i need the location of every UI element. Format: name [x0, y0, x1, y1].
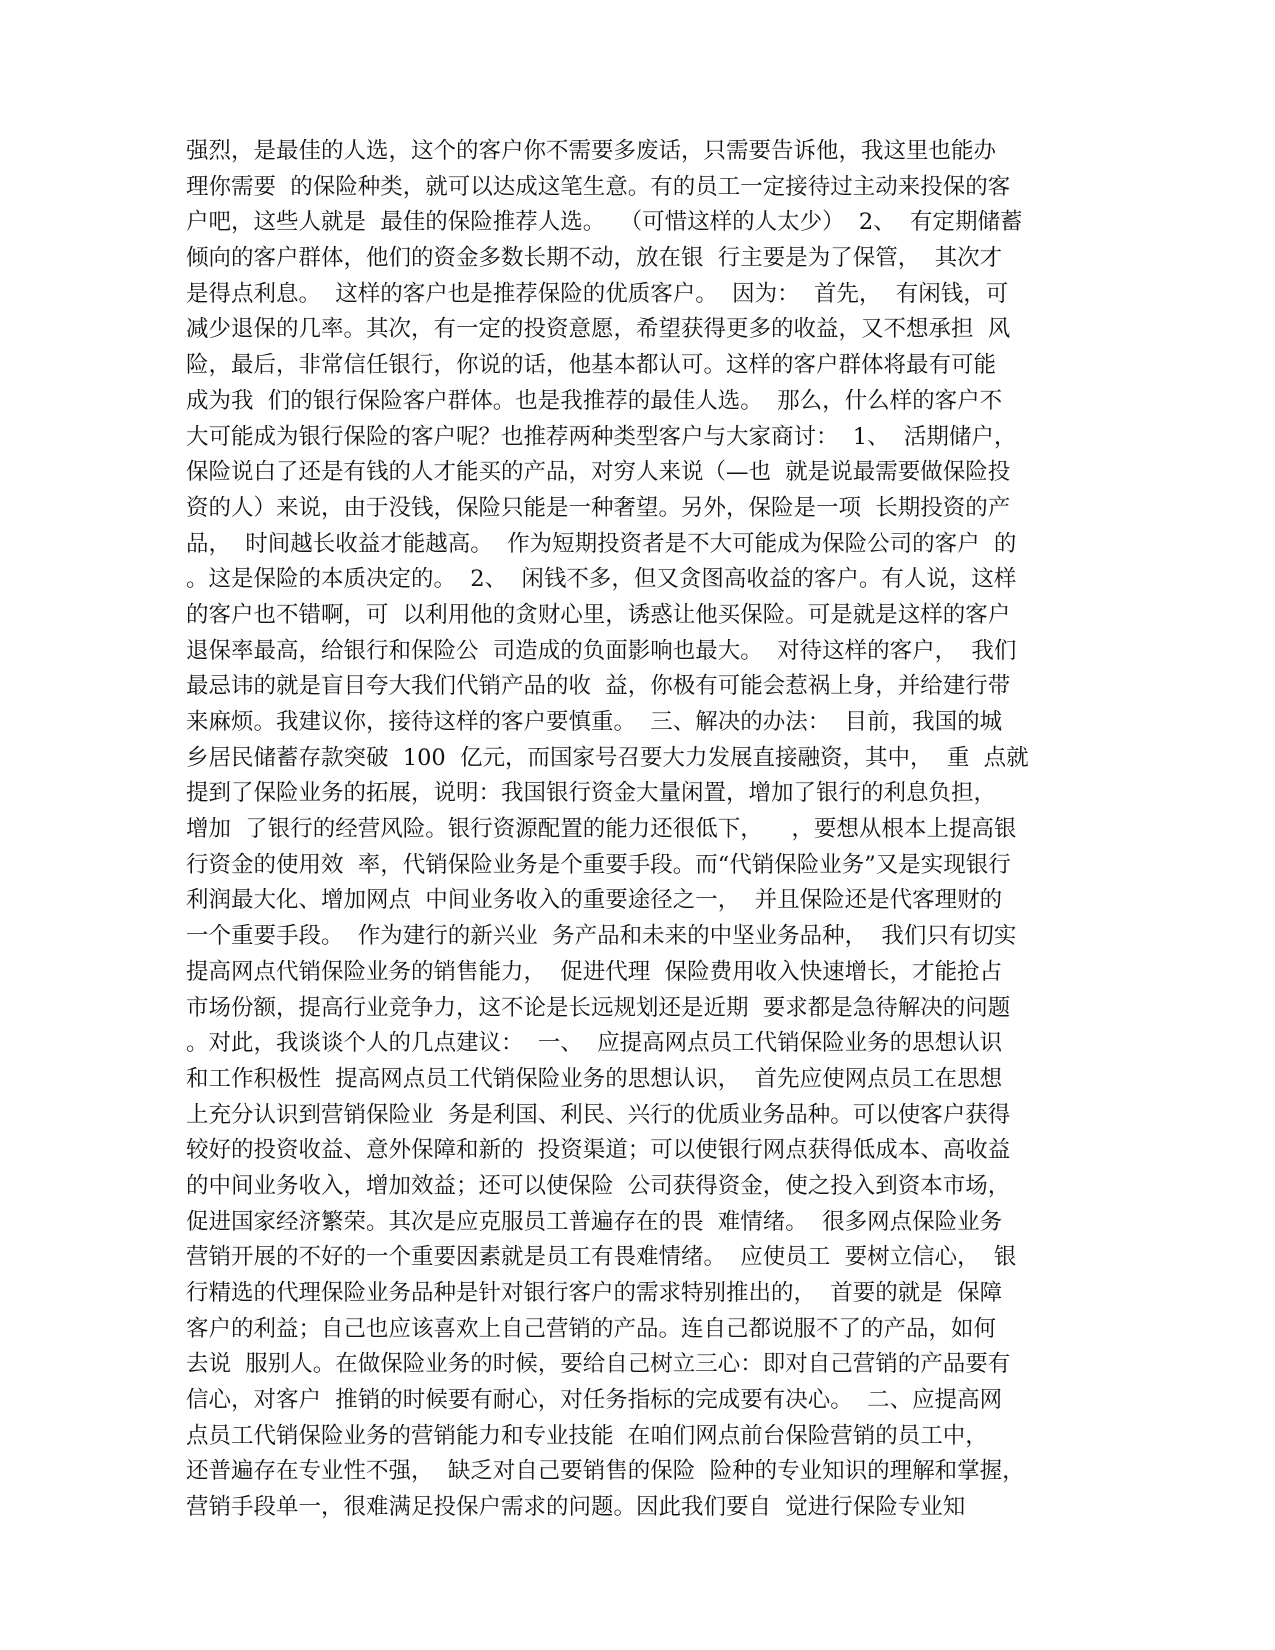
text-line: 险，最后，非常信任银行，你说的话，他基本都认可。这样的客户群体将最有可能 — [186, 352, 997, 379]
text-line: 是得点利息。 这样的客户也是推荐保险的优质客户。 因为： 首先， 有闲钱，可 — [186, 280, 1009, 307]
text-line: 的客户也不错啊，可 以利用他的贪财心里，诱惑让他买保险。可是就是这样的客户 — [186, 601, 1011, 628]
text-line: 户吧，这些人就是 最佳的保险推荐人选。 （可惜这样的人太少） 2、 有定期储蓄 — [186, 209, 1023, 236]
text-line: 信心，对客户 推销的时候要有耐心，对任务指标的完成要有决心。 二、应提高网 — [186, 1387, 1003, 1414]
text-line: 行精选的代理保险业务品种是针对银行客户的需求特别推出的， 首要的就是 保障 — [186, 1280, 1003, 1306]
text-line: 保险说白了还是有钱的人才能买的产品，对穷人来说（—也 就是说最需要做保险投 — [186, 459, 1011, 486]
text-line: 乡居民储蓄存款突破 100 亿元，而国家号召要大力发展直接融资，其中， 重 点就 — [186, 744, 1029, 771]
text-line: 营销开展的不好的一个重要因素就是员工有畏难情绪。 应使员工 要树立信心， 银 — [186, 1244, 1017, 1271]
body-text — [186, 134, 1086, 1526]
text-line: 退保率最高，给银行和保险公 司造成的负面影响也最大。 对待这样的客户， 我们 — [186, 637, 1017, 664]
text-line: 点员工代销保险业务的营销能力和专业技能 在咱们网点前台保险营销的员工中， — [186, 1422, 988, 1449]
text-line: 。这是保险的本质决定的。 2、 闲钱不多，但又贪图高收益的客户。有人说，这样 — [186, 566, 1017, 593]
text-line: 客户的利益；自己也应该喜欢上自己营销的产品。连自己都说服不了的产品，如何 — [186, 1315, 997, 1342]
text-line: 较好的投资收益、意外保障和新的 投资渠道；可以使银行网点获得低成本、高收益 — [186, 1137, 1011, 1164]
text-line: 去说 服别人。在做保险业务的时候，要给自己树立三心：即对自己营销的产品要有 — [186, 1351, 1011, 1378]
text-line: 一个重要手段。 作为建行的新兴业 务产品和未来的中坚业务品种， 我们只有切实 — [186, 923, 1017, 950]
text-line: 资的人）来说，由于没钱，保险只能是一种奢望。另外，保险是一项 长期投资的产 — [186, 494, 1011, 521]
text-line: 大可能成为银行保险的客户呢？也推荐两种类型客户与大家商讨： 1、 活期储户， — [186, 423, 1017, 450]
text-line: 最忌讳的就是盲目夸大我们代销产品的收 益，你极有可能会惹祸上身，并给建行带 — [186, 673, 1011, 700]
text-line: 还普遍存在专业性不强， 缺乏对自己要销售的保险 险种的专业知识的理解和掌握， — [186, 1458, 1025, 1485]
text-line: 提到了保险业务的拓展，说明：我国银行资金大量闲置，增加了银行的利息负担， — [186, 780, 997, 807]
text-line: 营销手段单一，很难满足投保户需求的问题。因此我们要自 觉进行保险专业知 — [186, 1494, 966, 1521]
text-line: 市场份额，提高行业竞争力，这不论是长远规划还是近期 要求都是急待解决的问题 — [186, 994, 1011, 1021]
text-line: 减少退保的几率。其次，有一定的投资意愿，希望获得更多的收益，又不想承担 风 — [186, 316, 1011, 343]
text-line: 促进国家经济繁荣。其次是应克服员工普遍存在的畏 难情绪。 很多网点保险业务 — [186, 1208, 1003, 1235]
text-line: 利润最大化、增加网点 中间业务收入的重要途径之一， 并且保险还是代客理财的 — [186, 887, 1003, 914]
text-line: 的中间业务收入，增加效益；还可以使保险 公司获得资金，使之投入到资本市场， — [186, 1172, 1011, 1199]
text-line: 品， 时间越长收益才能越高。 作为短期投资者是不大可能成为保险公司的客户 的 — [186, 530, 1017, 557]
text-line: 倾向的客户群体，他们的资金多数长期不动，放在银 行主要是为了保管， 其次才 — [186, 245, 1003, 272]
text-line: 成为我 们的银行保险客户群体。也是我推荐的最佳人选。 那么，什么样的客户不 — [186, 387, 1003, 414]
text-line: 上充分认识到营销保险业 务是利国、利民、兴行的优质业务品种。可以使客户获得 — [186, 1101, 1011, 1128]
text-line: 增加 了银行的经营风险。银行资源配置的能力还很低下， ，要想从根本上提高银 — [186, 816, 1017, 843]
text-line: 提高网点代销保险业务的销售能力， 促进代理 保险费用收入快速增长，才能抢占 — [186, 958, 1003, 985]
text-line: 行资金的使用效 率，代销保险业务是个重要手段。而“代销保险业务”又是实现银行 — [186, 851, 1011, 878]
text-line: 理你需要 的保险种类，就可以达成这笔生意。有的员工一定接待过主动来投保的客 — [186, 173, 1011, 200]
text-line: 和工作积极性 提高网点员工代销保险业务的思想认识， 首先应使网点员工在思想 — [186, 1065, 1003, 1092]
text-line: 强烈，是最佳的人选，这个的客户你不需要多废话，只需要告诉他，我这里也能办 — [186, 138, 997, 164]
text-line: 来麻烦。我建议你，接待这样的客户要慎重。 三、解决的办法： 目前，我国的城 — [186, 709, 1003, 735]
text-line: 。对此，我谈谈个人的几点建议： 一、 应提高网点员工代销保险业务的思想认识 — [186, 1030, 1003, 1057]
